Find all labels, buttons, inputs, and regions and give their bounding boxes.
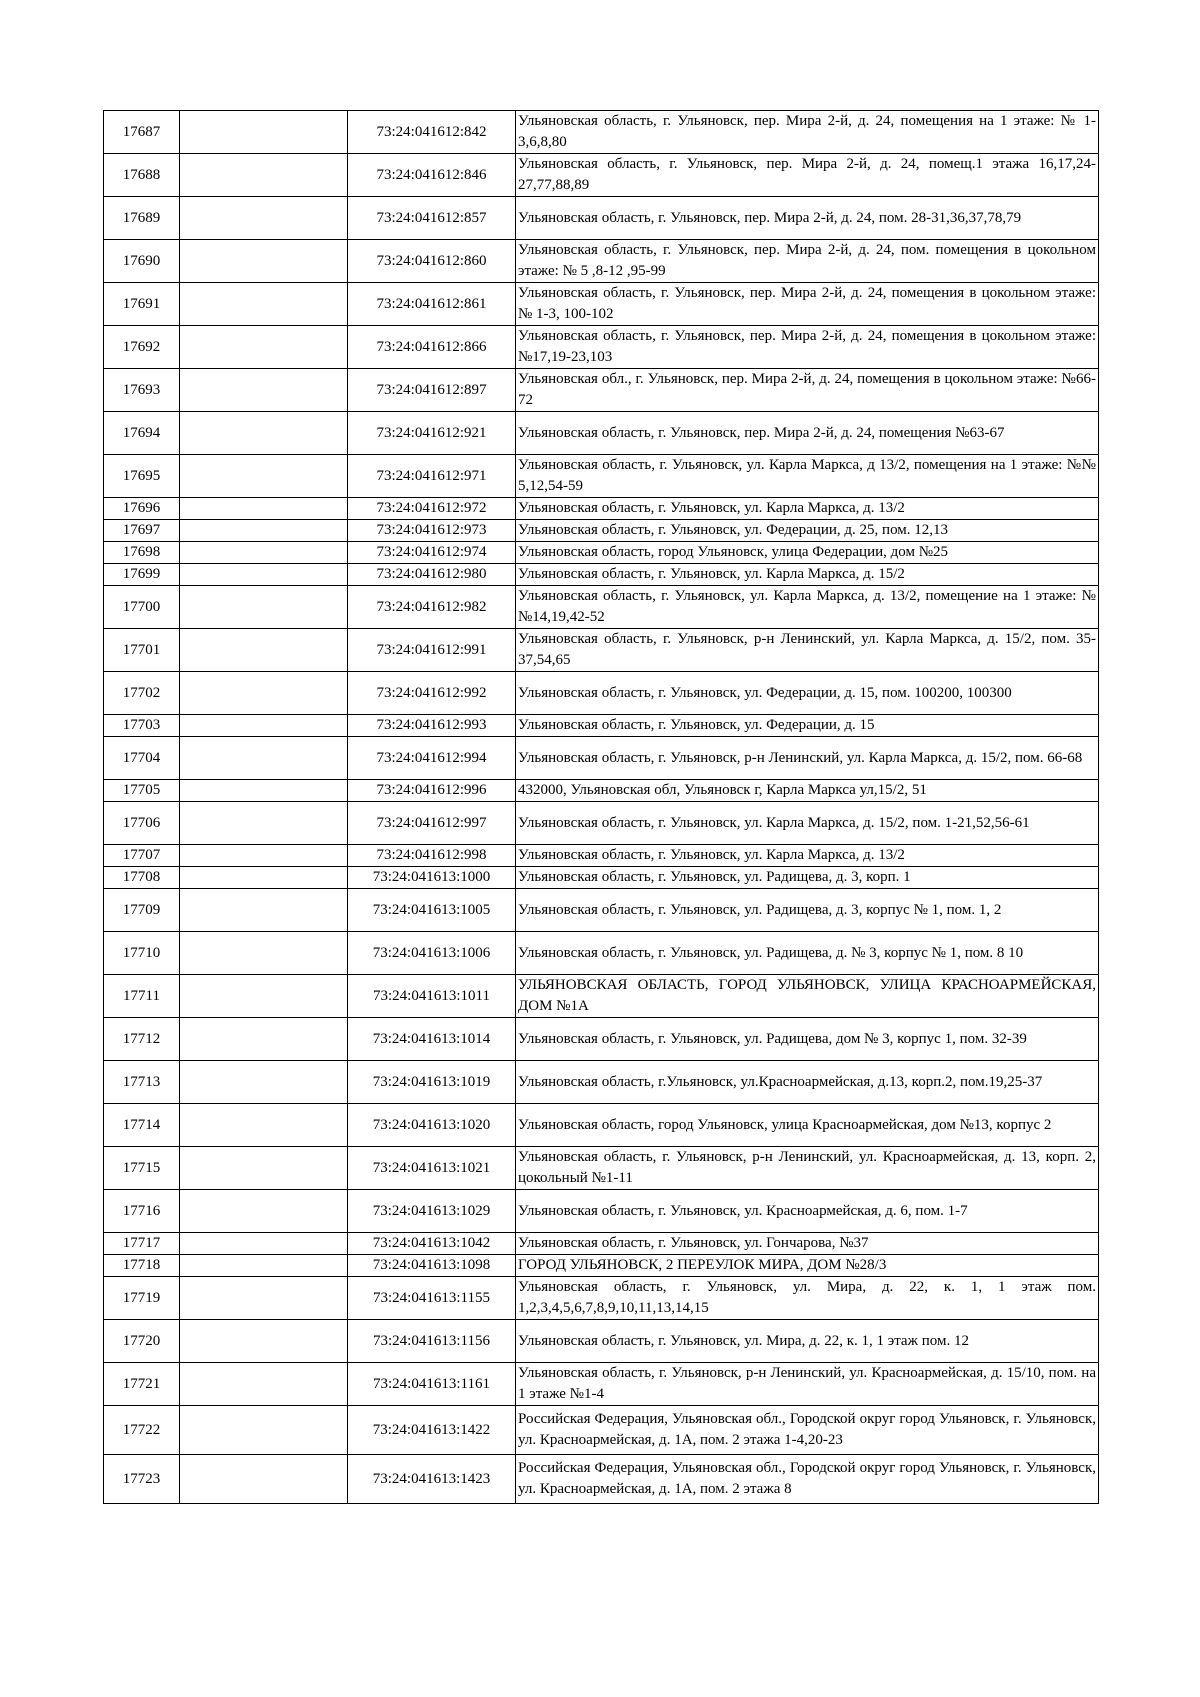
table-row [104,1320,1099,1363]
address-cell: Ульяновская область, г. Ульяновск, ул. Карла Маркса, д. 15/2, пом. 1-21,52,56-61 [516,802,1099,845]
address-cell: Ульяновская область, г. Ульяновск, ул. Радищева, дом № 3, корпус 1, пом. 32-39 [516,1018,1099,1061]
table-row [104,1104,1099,1147]
table-body [104,111,1099,1504]
address-cell: Ульяновская область, г. Ульяновск, ул. Карла Маркса, д 13/2, помещения на 1 этаже: №№ 5,12,54-59 [516,455,1099,498]
row-number-cell: 17718 [104,1255,180,1277]
address-cell: Ульяновская область, г. Ульяновск, пер. Мира 2-й, д. 24, пом. 28-31,36,37,78,79 [516,197,1099,240]
cadastral-number-cell: 73:24:041613:1019 [348,1061,516,1104]
row-number-cell: 17702 [104,672,180,715]
address-cell: Ульяновская обл., г. Ульяновск, пер. Мира 2-й, д. 24, помещения в цокольном этаже: №66-72 [516,369,1099,412]
row-number-cell: 17687 [104,111,180,154]
row-number-cell: 17719 [104,1277,180,1320]
row-number-cell: 17710 [104,932,180,975]
cadastral-number-cell: 73:24:041613:1011 [348,975,516,1018]
empty-cell [180,542,348,564]
table-row [104,412,1099,455]
table-row [104,1455,1099,1504]
table-row [104,1190,1099,1233]
cadastral-number-cell: 73:24:041612:973 [348,520,516,542]
row-number-cell: 17715 [104,1147,180,1190]
empty-cell [180,1147,348,1190]
row-number-cell: 17708 [104,867,180,889]
table-row [104,498,1099,520]
empty-cell [180,369,348,412]
empty-cell [180,154,348,197]
cadastral-number-cell: 73:24:041613:1005 [348,889,516,932]
table-row [104,889,1099,932]
row-number-cell: 17712 [104,1018,180,1061]
empty-cell [180,1104,348,1147]
empty-cell [180,975,348,1018]
address-cell: Ульяновская область, г. Ульяновск, ул. Карла Маркса, д. 15/2 [516,564,1099,586]
empty-cell [180,802,348,845]
row-number-cell: 17697 [104,520,180,542]
empty-cell [180,932,348,975]
row-number-cell: 17720 [104,1320,180,1363]
empty-cell [180,737,348,780]
row-number-cell: 17705 [104,780,180,802]
row-number-cell: 17716 [104,1190,180,1233]
table-row [104,111,1099,154]
empty-cell [180,780,348,802]
empty-cell [180,1406,348,1455]
table-row [104,1233,1099,1255]
empty-cell [180,240,348,283]
cadastral-number-cell: 73:24:041613:1020 [348,1104,516,1147]
empty-cell [180,197,348,240]
empty-cell [180,715,348,737]
table-row [104,975,1099,1018]
table-row [104,326,1099,369]
address-cell: Ульяновская область, г. Ульяновск, пер. Мира 2-й, д. 24, пом. помещения в цокольном этаже: № 5 ,8-12 ,95-99 [516,240,1099,283]
row-number-cell: 17700 [104,586,180,629]
address-cell: Ульяновская область, г. Ульяновск, ул. Карла Маркса, д. 13/2 [516,498,1099,520]
table-row [104,867,1099,889]
empty-cell [180,412,348,455]
table-row [104,586,1099,629]
empty-cell [180,1363,348,1406]
address-cell: Российская Федерация, Ульяновская обл., Городской округ город Ульяновск, г. Ульяновск, ул. Красноармейская, д. 1А, пом. 2 этажа 8 [516,1455,1099,1504]
row-number-cell: 17717 [104,1233,180,1255]
table-row [104,455,1099,498]
cadastral-number-cell: 73:24:041612:842 [348,111,516,154]
cadastral-number-cell: 73:24:041613:1155 [348,1277,516,1320]
empty-cell [180,1233,348,1255]
row-number-cell: 17722 [104,1406,180,1455]
cadastral-number-cell: 73:24:041612:980 [348,564,516,586]
row-number-cell: 17714 [104,1104,180,1147]
address-cell: Ульяновская область, город Ульяновск, улица Федерации, дом №25 [516,542,1099,564]
address-cell: Ульяновская область, г. Ульяновск, ул. Радищева, д. № 3, корпус № 1, пом. 8 10 [516,932,1099,975]
cadastral-number-cell: 73:24:041613:1006 [348,932,516,975]
address-cell: Ульяновская область, г. Ульяновск, р-н Ленинский, ул. Красноармейская, д. 15/10, пом. на 1 этаже №1-4 [516,1363,1099,1406]
empty-cell [180,498,348,520]
empty-cell [180,1190,348,1233]
table-row [104,932,1099,975]
address-cell: Ульяновская область, г. Ульяновск, ул. Радищева, д. 3, корп. 1 [516,867,1099,889]
cadastral-number-cell: 73:24:041613:1014 [348,1018,516,1061]
empty-cell [180,326,348,369]
address-cell: Ульяновская область, г. Ульяновск, ул. Карла Маркса, д. 13/2, помещение на 1 этаже: №№14,19,42-52 [516,586,1099,629]
row-number-cell: 17693 [104,369,180,412]
empty-cell [180,1455,348,1504]
empty-cell [180,1061,348,1104]
address-cell: Ульяновская область, г. Ульяновск, ул. Карла Маркса, д. 13/2 [516,845,1099,867]
cadastral-number-cell: 73:24:041613:1029 [348,1190,516,1233]
cadastral-number-cell: 73:24:041612:974 [348,542,516,564]
empty-cell [180,283,348,326]
table-row [104,629,1099,672]
cadastral-number-cell: 73:24:041613:1161 [348,1363,516,1406]
table-row [104,737,1099,780]
address-cell: Российская Федерация, Ульяновская обл., Городской округ город Ульяновск, г. Ульяновск, ул. Красноармейская, д. 1А, пом. 2 этажа 1-4,20-23 [516,1406,1099,1455]
cadastral-number-cell: 73:24:041612:996 [348,780,516,802]
empty-cell [180,455,348,498]
cadastral-number-cell: 73:24:041612:971 [348,455,516,498]
cadastral-number-cell: 73:24:041612:994 [348,737,516,780]
table-row [104,542,1099,564]
address-cell: Ульяновская область, г. Ульяновск, ул. Мира, д. 22, к. 1, 1 этаж пом. 12 [516,1320,1099,1363]
row-number-cell: 17699 [104,564,180,586]
row-number-cell: 17688 [104,154,180,197]
empty-cell [180,564,348,586]
table-row [104,845,1099,867]
address-cell: Ульяновская область, г. Ульяновск, пер. Мира 2-й, д. 24, помещения №63-67 [516,412,1099,455]
address-cell: Ульяновская область, город Ульяновск, улица Красноармейская, дом №13, корпус 2 [516,1104,1099,1147]
cadastral-number-cell: 73:24:041612:921 [348,412,516,455]
table-row [104,802,1099,845]
empty-cell [180,1320,348,1363]
row-number-cell: 17704 [104,737,180,780]
table-row [104,240,1099,283]
cadastral-number-cell: 73:24:041613:1042 [348,1233,516,1255]
row-number-cell: 17698 [104,542,180,564]
row-number-cell: 17706 [104,802,180,845]
row-number-cell: 17723 [104,1455,180,1504]
table-row [104,369,1099,412]
table-row [104,672,1099,715]
address-cell: Ульяновская область, г. Ульяновск, пер. Мира 2-й, д. 24, помещения в цокольном этаже: № 1-3, 100-102 [516,283,1099,326]
address-cell: Ульяновская область, г. Ульяновск, ул. Федерации, д. 15 [516,715,1099,737]
address-cell: Ульяновская область, г. Ульяновск, ул. Радищева, д. 3, корпус № 1, пом. 1, 2 [516,889,1099,932]
table-row [104,780,1099,802]
cadastral-number-cell: 73:24:041612:992 [348,672,516,715]
cadastral-number-cell: 73:24:041613:1098 [348,1255,516,1277]
empty-cell [180,1255,348,1277]
table-row [104,1147,1099,1190]
cadastral-number-cell: 73:24:041613:1000 [348,867,516,889]
table-row [104,1255,1099,1277]
address-cell: Ульяновская область, г. Ульяновск, ул. Мира, д. 22, к. 1, 1 этаж пом. 1,2,3,4,5,6,7,8,9,10,11,13,14,15 [516,1277,1099,1320]
empty-cell [180,629,348,672]
row-number-cell: 17701 [104,629,180,672]
table-row [104,715,1099,737]
cadastral-number-cell: 73:24:041612:997 [348,802,516,845]
row-number-cell: 17696 [104,498,180,520]
table-row [104,154,1099,197]
cadastral-number-cell: 73:24:041612:897 [348,369,516,412]
empty-cell [180,1018,348,1061]
cadastral-number-cell: 73:24:041612:857 [348,197,516,240]
cadastral-number-cell: 73:24:041612:861 [348,283,516,326]
table-row [104,1018,1099,1061]
table-row [104,1277,1099,1320]
cadastral-number-cell: 73:24:041612:846 [348,154,516,197]
cadastral-number-cell: 73:24:041612:972 [348,498,516,520]
address-cell: Ульяновская область, г.Ульяновск, ул.Красноармейская, д.13, корп.2, пом.19,25-37 [516,1061,1099,1104]
table-row [104,1061,1099,1104]
table-row [104,283,1099,326]
empty-cell [180,111,348,154]
address-cell: Ульяновская область, г. Ульяновск, ул. Гончарова, №37 [516,1233,1099,1255]
table-row [104,564,1099,586]
address-cell: Ульяновская область, г. Ульяновск, р-н Ленинский, ул. Карла Маркса, д. 15/2, пом. 35-37,54,65 [516,629,1099,672]
row-number-cell: 17689 [104,197,180,240]
cadastral-number-cell: 73:24:041613:1422 [348,1406,516,1455]
empty-cell [180,672,348,715]
row-number-cell: 17703 [104,715,180,737]
row-number-cell: 17707 [104,845,180,867]
empty-cell [180,867,348,889]
cadastral-number-cell: 73:24:041612:866 [348,326,516,369]
address-cell: Ульяновская область, г. Ульяновск, пер. Мира 2-й, д. 24, помещ.1 этажа 16,17,24-27,77,88,89 [516,154,1099,197]
cadastral-number-cell: 73:24:041613:1423 [348,1455,516,1504]
row-number-cell: 17711 [104,975,180,1018]
address-cell: ГОРОД УЛЬЯНОВСК, 2 ПЕРЕУЛОК МИРА, ДОМ №28/3 [516,1255,1099,1277]
cadastral-number-cell: 73:24:041612:982 [348,586,516,629]
row-number-cell: 17692 [104,326,180,369]
address-cell: Ульяновская область, г. Ульяновск, ул. Федерации, д. 15, пом. 100200, 100300 [516,672,1099,715]
empty-cell [180,889,348,932]
address-cell: Ульяновская область, г. Ульяновск, р-н Ленинский, ул. Карла Маркса, д. 15/2, пом. 66-68 [516,737,1099,780]
empty-cell [180,586,348,629]
row-number-cell: 17721 [104,1363,180,1406]
empty-cell [180,1277,348,1320]
row-number-cell: 17695 [104,455,180,498]
row-number-cell: 17694 [104,412,180,455]
table-row [104,1363,1099,1406]
cadastral-number-cell: 73:24:041613:1156 [348,1320,516,1363]
empty-cell [180,520,348,542]
table-row [104,197,1099,240]
address-cell: Ульяновская область, г. Ульяновск, пер. Мира 2-й, д. 24, помещения на 1 этаже: № 1-3,6,8,80 [516,111,1099,154]
address-cell: Ульяновская область, г. Ульяновск, ул. Красноармейская, д. 6, пом. 1-7 [516,1190,1099,1233]
row-number-cell: 17713 [104,1061,180,1104]
row-number-cell: 17690 [104,240,180,283]
row-number-cell: 17709 [104,889,180,932]
cadastral-number-cell: 73:24:041612:991 [348,629,516,672]
address-cell: УЛЬЯНОВСКАЯ ОБЛАСТЬ, ГОРОД УЛЬЯНОВСК, УЛИЦА КРАСНОАРМЕЙСКАЯ, ДОМ №1А [516,975,1099,1018]
row-number-cell: 17691 [104,283,180,326]
cadastral-number-cell: 73:24:041612:998 [348,845,516,867]
cadastral-number-cell: 73:24:041612:860 [348,240,516,283]
registry-table [103,110,1099,1504]
address-cell: Ульяновская область, г. Ульяновск, р-н Ленинский, ул. Красноармейская, д. 13, корп. 2, цокольный №1-11 [516,1147,1099,1190]
address-cell: Ульяновская область, г. Ульяновск, пер. Мира 2-й, д. 24, помещения в цокольном этаже: №17,19-23,103 [516,326,1099,369]
cadastral-number-cell: 73:24:041612:993 [348,715,516,737]
empty-cell [180,845,348,867]
table-row [104,520,1099,542]
table-row [104,1406,1099,1455]
cadastral-number-cell: 73:24:041613:1021 [348,1147,516,1190]
address-cell: 432000, Ульяновская обл, Ульяновск г, Карла Маркса ул,15/2, 51 [516,780,1099,802]
address-cell: Ульяновская область, г. Ульяновск, ул. Федерации, д. 25, пом. 12,13 [516,520,1099,542]
